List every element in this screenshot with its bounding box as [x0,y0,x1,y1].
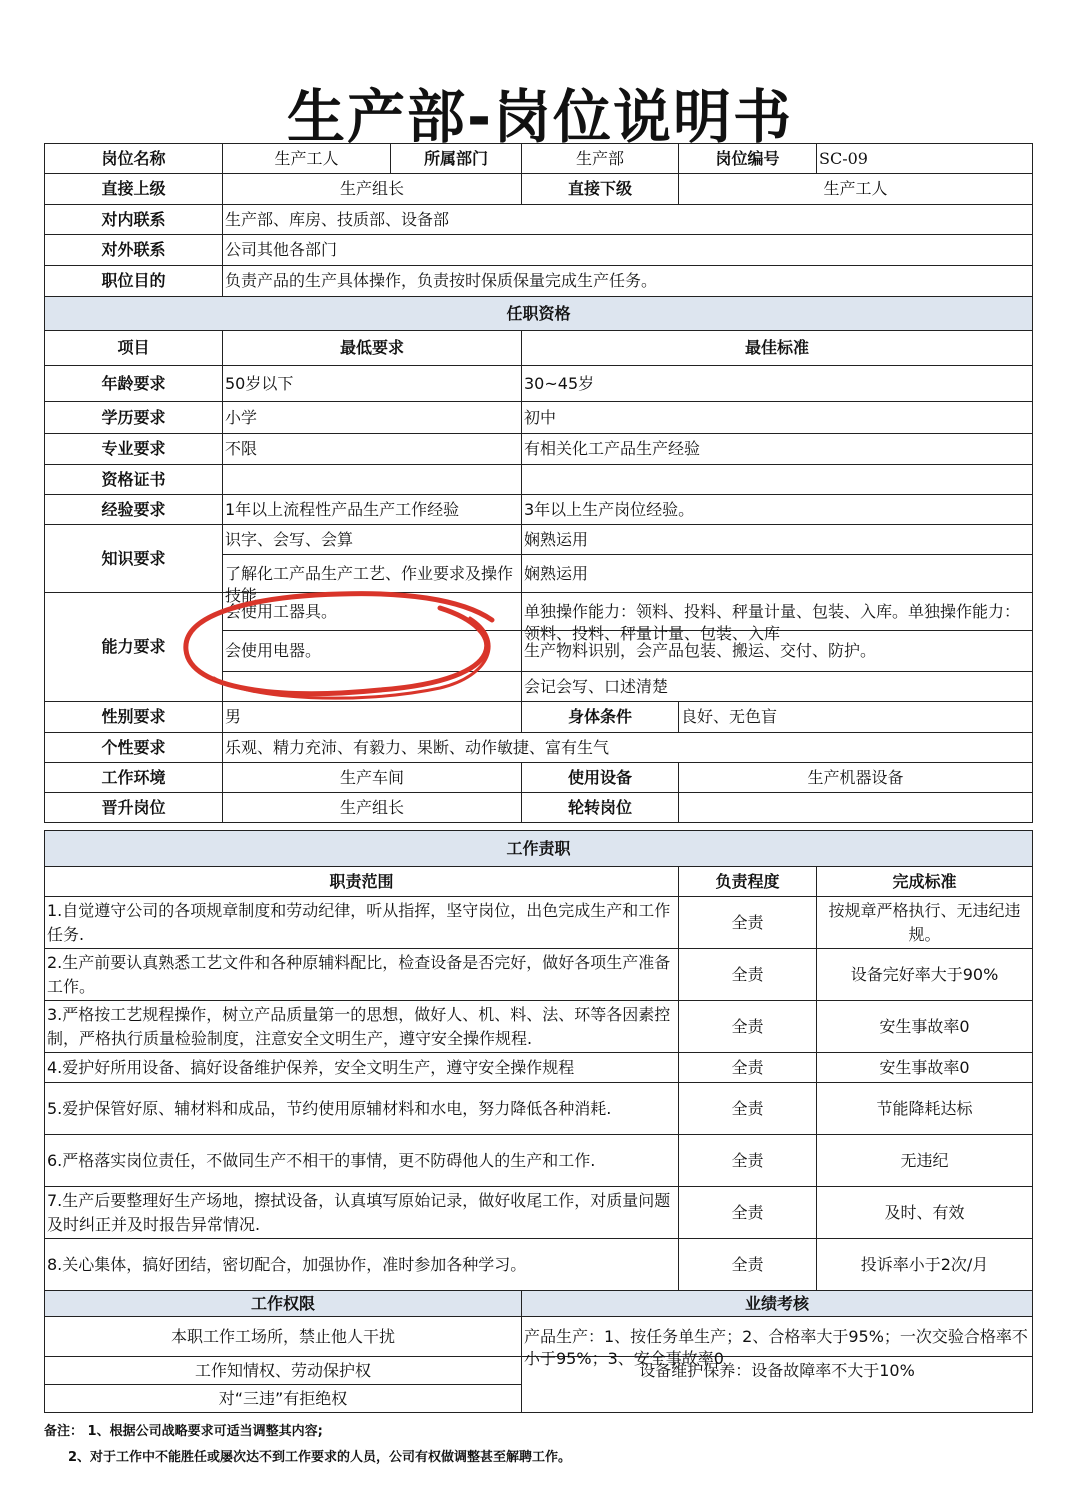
duty-scope: 4.爱护好所用设备、搞好设备维护保养，安全文明生产，遵守安全操作规程 [45,1053,679,1083]
table-row [45,1083,1033,1135]
cert-best [522,465,1033,495]
edu-best: 初中 [522,402,1033,434]
footnote-1: 备注： 1、根据公司战略要求可适当调整其内容; [44,1424,323,1439]
qualifications-header: 任职资格 [45,297,1033,331]
duty-scope: 5.爱护保管好原、辅材料和成品，节约使用原辅材料和水电，努力降低各种消耗. [45,1083,679,1135]
dept-value: 生产部 [522,144,679,174]
major-label: 专业要求 [45,434,223,465]
body-label: 身体条件 [522,702,679,733]
rotate-label: 轮转岗位 [522,793,679,823]
table-row [45,1001,1033,1053]
duty-scope: 1.自觉遵守公司的各项规章制度和劳动纪律，听从指挥，坚守岗位，出色完成生产和工作任务. [45,897,679,949]
performance-maintenance: 设备维护保养：设备故障率不大于10% [522,1357,1033,1413]
col-standard-header: 完成标准 [817,867,1033,897]
duty-scope: 7.生产后要整理好生产场地，擦拭设备，认真填写原始记录，做好收尾工作，对质量问题及时纠正并及时报告异常情况. [45,1187,679,1239]
table-row [45,1239,1033,1291]
duties-header: 工作责职 [45,831,1033,867]
duty-degree: 全责 [679,1053,817,1083]
table-row [45,897,1033,949]
job-info-table [44,143,1033,823]
external-label: 对外联系 [45,235,223,266]
external-value: 公司其他各部门 [223,235,1033,266]
age-min: 50岁以下 [223,366,522,402]
authority-item-2: 工作知情权、劳动保护权 [45,1357,522,1385]
env-value: 生产车间 [223,763,522,793]
subordinate-value: 生产工人 [679,174,1033,205]
authority-item-1: 本职工作工场所，禁止他人干扰 [45,1317,522,1357]
duty-standard: 安生事故率0 [817,1001,1033,1053]
edu-min: 小学 [223,402,522,434]
subordinate-label: 直接下级 [522,174,679,205]
col-degree-header: 负责程度 [679,867,817,897]
duty-scope: 2.生产前要认真熟悉工艺文件和各种原辅料配比，检查设备是否完好，做好各项生产准备工作。 [45,949,679,1001]
edu-label: 学历要求 [45,402,223,434]
duty-scope: 3.严格按工艺规程操作，树立产品质量第一的思想，做好人、机、料、法、环等各因素控制，严格执行质量检验制度，注意安全文明生产，遵守安全操作规程. [45,1001,679,1053]
dept-label: 所属部门 [391,144,522,174]
superior-label: 直接上级 [45,174,223,205]
code-label: 岗位编号 [679,144,817,174]
equip-label: 使用设备 [522,763,679,793]
cert-min [223,465,522,495]
rotate-value [679,793,1033,823]
duty-degree: 全责 [679,949,817,1001]
exp-min: 1年以上流程性产品生产工作经验 [223,495,522,525]
ability-best-1: 单独操作能力：领料、投料、秤量计量、包装、入库。单独操作能力：领料、投料、秤量计量、包装、入库 [522,593,1033,631]
duty-degree: 全责 [679,1239,817,1291]
exp-best: 3年以上生产岗位经验。 [522,495,1033,525]
ability-min-3 [223,672,522,702]
major-best: 有相关化工产品生产经验 [522,434,1033,465]
knowledge-min-2: 了解化工产品生产工艺、作业要求及操作技能 [223,555,522,593]
exp-label: 经验要求 [45,495,223,525]
age-best: 30~45岁 [522,366,1033,402]
table-row [45,1135,1033,1187]
duties-table [44,830,1033,1291]
knowledge-min-1: 识字、会写、会算 [223,525,522,555]
performance-production: 产品生产：1、按任务单生产；2、合格率大于95%；一次交验合格率不小于95%；3、安全事故率0 [522,1317,1033,1357]
col-min-header: 最低要求 [223,331,522,366]
ability-label: 能力要求 [45,593,223,702]
duty-standard: 设备完好率大于90% [817,949,1033,1001]
duty-degree: 全责 [679,1001,817,1053]
purpose-value: 负责产品的生产具体操作，负责按时保质保量完成生产任务。 [223,266,1033,297]
internal-value: 生产部、库房、技质部、设备部 [223,205,1033,235]
promo-label: 晋升岗位 [45,793,223,823]
col-item-header: 项目 [45,331,223,366]
duty-standard: 安生事故率0 [817,1053,1033,1083]
duty-standard: 节能降耗达标 [817,1083,1033,1135]
gender-value: 男 [223,702,522,733]
equip-value: 生产机器设备 [679,763,1033,793]
duty-scope: 8.关心集体，搞好团结，密切配合，加强协作，准时参加各种学习。 [45,1239,679,1291]
internal-label: 对内联系 [45,205,223,235]
duty-standard: 无违纪 [817,1135,1033,1187]
superior-value: 生产组长 [223,174,522,205]
footnote-2: 2、对于工作中不能胜任或屡次达不到工作要求的人员，公司有权做调整甚至解聘工作。 [68,1450,572,1465]
duty-standard: 按规章严格执行、无违纪违规。 [817,897,1033,949]
table-row [45,1187,1033,1239]
position-name-label: 岗位名称 [45,144,223,174]
authority-performance-table [44,1290,1033,1413]
duty-standard: 投诉率小于2次/月 [817,1239,1033,1291]
table-row [45,949,1033,1001]
ability-best-2: 生产物料识别，会产品包装、搬运、交付、防护。 [522,631,1033,672]
ability-best-3: 会记会写、口述清楚 [522,672,1033,702]
knowledge-best-1: 娴熟运用 [522,525,1033,555]
body-value: 良好、无色盲 [679,702,1033,733]
col-scope-header: 职责范围 [45,867,679,897]
performance-header: 业绩考核 [522,1291,1033,1317]
position-name-value: 生产工人 [223,144,391,174]
code-value: SC-09 [817,144,1033,174]
col-best-header: 最佳标准 [522,331,1033,366]
knowledge-best-2: 娴熟运用 [522,555,1033,593]
knowledge-label: 知识要求 [45,525,223,593]
gender-label: 性别要求 [45,702,223,733]
promo-value: 生产组长 [223,793,522,823]
authority-header: 工作权限 [45,1291,522,1317]
personality-label: 个性要求 [45,733,223,763]
authority-item-3: 对“三违”有拒绝权 [45,1385,522,1413]
personality-value: 乐观、精力充沛、有毅力、果断、动作敏捷、富有生气 [223,733,1033,763]
duty-degree: 全责 [679,897,817,949]
purpose-label: 职位目的 [45,266,223,297]
duty-degree: 全责 [679,1187,817,1239]
duty-degree: 全责 [679,1135,817,1187]
major-min: 不限 [223,434,522,465]
cert-label: 资格证书 [45,465,223,495]
page-title: 生产部-岗位说明书 [286,83,794,151]
duty-scope: 6.严格落实岗位责任，不做同生产不相干的事情，更不防碍他人的生产和工作. [45,1135,679,1187]
env-label: 工作环境 [45,763,223,793]
duty-degree: 全责 [679,1083,817,1135]
age-label: 年龄要求 [45,366,223,402]
ability-min-2: 会使用电器。 [223,631,522,672]
duty-standard: 及时、有效 [817,1187,1033,1239]
table-row [45,1053,1033,1083]
ability-min-1: 会使用工器具。 [223,593,522,631]
